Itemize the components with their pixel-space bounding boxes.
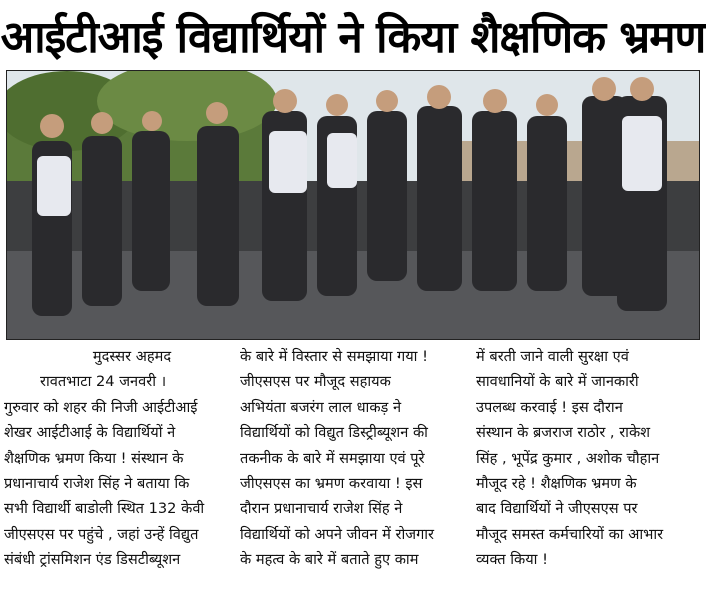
article-line: प्रधानाचार्य राजेश सिंह ने बताया कि	[4, 475, 190, 493]
article-line: मौजूद समस्त कर्मचारियों का आभार	[476, 525, 664, 543]
article-line: गुरुवार को शहर की निजी आईटीआई	[4, 398, 198, 416]
article-column-2	[240, 344, 466, 599]
article-line: तकनीक के बारे में समझाया एवं पूरे	[240, 449, 425, 467]
article-line: के महत्व के बारे में बताते हुए काम	[240, 551, 419, 569]
article-line: जीएसएस पर पहुंचे , जहां उन्हें विद्युत	[4, 525, 199, 543]
article-line: व्यक्त किया !	[476, 551, 548, 569]
group-photo-image	[7, 71, 699, 339]
article-line: उपलब्ध करवाई ! इस दौरान	[476, 398, 623, 416]
headline: आईटीआई विद्यार्थियों ने किया शैक्षणिक भ्रमण	[0, 12, 706, 63]
article-line: सभी विद्यार्थी बाडोली स्थित 132 केवी	[4, 500, 205, 518]
article-line: संबंधी ट्रांसमिशन एंड डिसटीब्यूशन	[4, 551, 181, 569]
article-line: शेखर आईटीआई के विद्यार्थियों ने	[4, 424, 176, 442]
article-line: जीएसएस पर मौजूद सहायक	[240, 373, 391, 391]
article-line: में बरती जाने वाली सुरक्षा एवं	[476, 348, 629, 365]
article-line: विद्यार्थियों को विद्युत डिस्ट्रीब्यूशन की	[240, 424, 428, 442]
article-line: अभियंता बजरंग लाल धाकड़ ने	[240, 398, 402, 416]
article-line: सावधानियों के बारे में जानकारी	[476, 373, 639, 391]
article-line: बाद विद्यार्थियों ने जीएसएस पर	[476, 500, 638, 518]
article-line: शैक्षणिक भ्रमण किया ! संस्थान के	[4, 449, 184, 467]
article-body	[4, 344, 704, 599]
article-line: सिंह , भूपेंद्र कुमार , अशोक चौहान	[476, 449, 660, 467]
article-line: जीएसएस का भ्रमण करवाया ! इस	[240, 475, 423, 493]
article-column-1	[4, 344, 230, 599]
byline: मुदस्सर अहमद	[92, 348, 172, 365]
article-column-3	[476, 344, 702, 599]
article-line: के बारे में विस्तार से समझाया गया !	[240, 348, 428, 365]
article-line: मौजूद रहे ! शैक्षणिक भ्रमण के	[476, 475, 637, 493]
article-line: विद्यार्थियों को अपने जीवन में रोजगार	[240, 525, 435, 543]
article-line: दौरान प्रधानाचार्य राजेश सिंह ने	[240, 500, 403, 518]
article-line: संस्थान के ब्रजराज राठोर , राकेश	[476, 424, 651, 442]
dateline: रावतभाटा 24 जनवरी ।	[40, 373, 167, 391]
group-photo	[6, 70, 700, 340]
